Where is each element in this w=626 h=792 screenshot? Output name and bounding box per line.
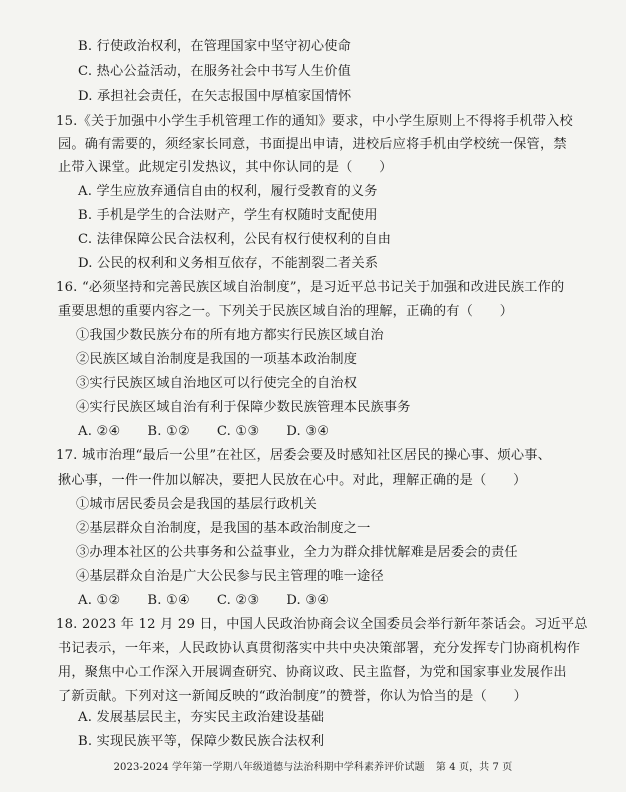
footer-page-number: 第 4 页，共 7 页 (435, 762, 513, 773)
q18-stem-line-3: 用，聚焦中心工作深入开展调查研究、协商议政、民主监督，为党和国家事业发展作出 (58, 665, 567, 680)
q18-stem-line-4: 了新贡献。下列对这一新闻反映的“政治制度”的赞誉，你认为恰当的是（ ） (58, 689, 528, 704)
q16-statement-4: ④实行民族区域自治有利于保障少数民族管理本民族事务 (76, 400, 411, 415)
q17-stem-line-2: 揪心事，一件一件加以解决，要把人民放在心中。对此，理解正确的是（ ） (58, 473, 527, 488)
prev-option-b: B. 行使政治权利，在管理国家中坚守初心使命 (78, 39, 352, 54)
page-footer (0, 758, 626, 773)
q17-statement-1: ①城市居民委员会是我国的基层行政机关 (76, 497, 317, 512)
prev-option-d: D. 承担社会责任，在矢志报国中厚植家国情怀 (78, 89, 352, 104)
q15-stem-line-2: 园。确有需要的，须经家长同意，书面提出申请，进校后应将手机由学校统一保管，禁 (58, 137, 567, 152)
q16-stem-line-1: 16. “必须坚持和完善民族区域自治制度”，是习近平总书记关于加强和改进民族工作的 (56, 280, 565, 295)
q15-stem-line-1: 15.《关于加强中小学生手机管理工作的通知》要求，中小学生原则上不得将手机带入校 (56, 114, 573, 129)
q16-choices: A. ②④ B. ①② C. ①③ D. ③④ (78, 424, 330, 439)
q16-statement-1: ①我国少数民族分布的所有地方都实行民族区域自治 (76, 328, 384, 343)
q15-option-a: A. 学生应放弃通信自由的权利，履行受教育的义务 (78, 184, 378, 199)
q18-stem-line-1: 18. 2023 年 12 月 29 日，中国人民政治协商会议全国委员会举行新年茶话会。习近平总 (56, 617, 588, 632)
footer-title: 2023-2024 学年第一学期八年级道德与法治科期中学科素养评价试题 (113, 762, 425, 773)
q17-stem-line-1: 17. 城市治理“最后一公里”在社区，居委会要及时感知社区居民的操心事、烦心事、 (56, 448, 552, 463)
prev-option-c: C. 热心公益活动，在服务社会中书写人生价值 (78, 64, 351, 79)
q15-option-d: D. 公民的权利和义务相互依存，不能割裂二者关系 (78, 256, 379, 271)
q17-statement-3: ③办理本社区的公共事务和公益事业，全力为群众排忧解难是居委会的责任 (76, 545, 518, 560)
q18-option-a: A. 发展基层民主，夯实民主政治建设基础 (78, 710, 325, 725)
q15-option-c: C. 法律保障公民合法权利，公民有权行使权利的自由 (78, 232, 392, 247)
q16-stem-line-2: 重要思想的重要内容之一。下列关于民族区域自治的理解，正确的有（ ） (58, 304, 514, 319)
q17-statement-4: ④基层群众自治是广大公民参与民主管理的唯一途径 (76, 569, 384, 584)
q18-stem-line-2: 书记表示，一年来，人民政协认真贯彻落实中共中央决策部署，充分发挥专门协商机构作 (58, 641, 581, 656)
q15-option-b: B. 手机是学生的合法财产，学生有权随时支配使用 (78, 208, 378, 223)
q15-stem-line-3: 止带入课堂。此规定引发热议，其中你认同的是（ ） (58, 160, 393, 175)
q18-option-b: B. 实现民族平等，保障少数民族合法权利 (78, 734, 325, 749)
q16-statement-3: ③实行民族区域自治地区可以行使完全的自治权 (76, 376, 358, 391)
q17-statement-2: ②基层群众自治制度，是我国的基本政治制度之一 (76, 521, 371, 536)
q16-statement-2: ②民族区域自治制度是我国的一项基本政治制度 (76, 352, 358, 367)
q17-choices: A. ①② B. ①④ C. ②③ D. ③④ (78, 593, 330, 608)
